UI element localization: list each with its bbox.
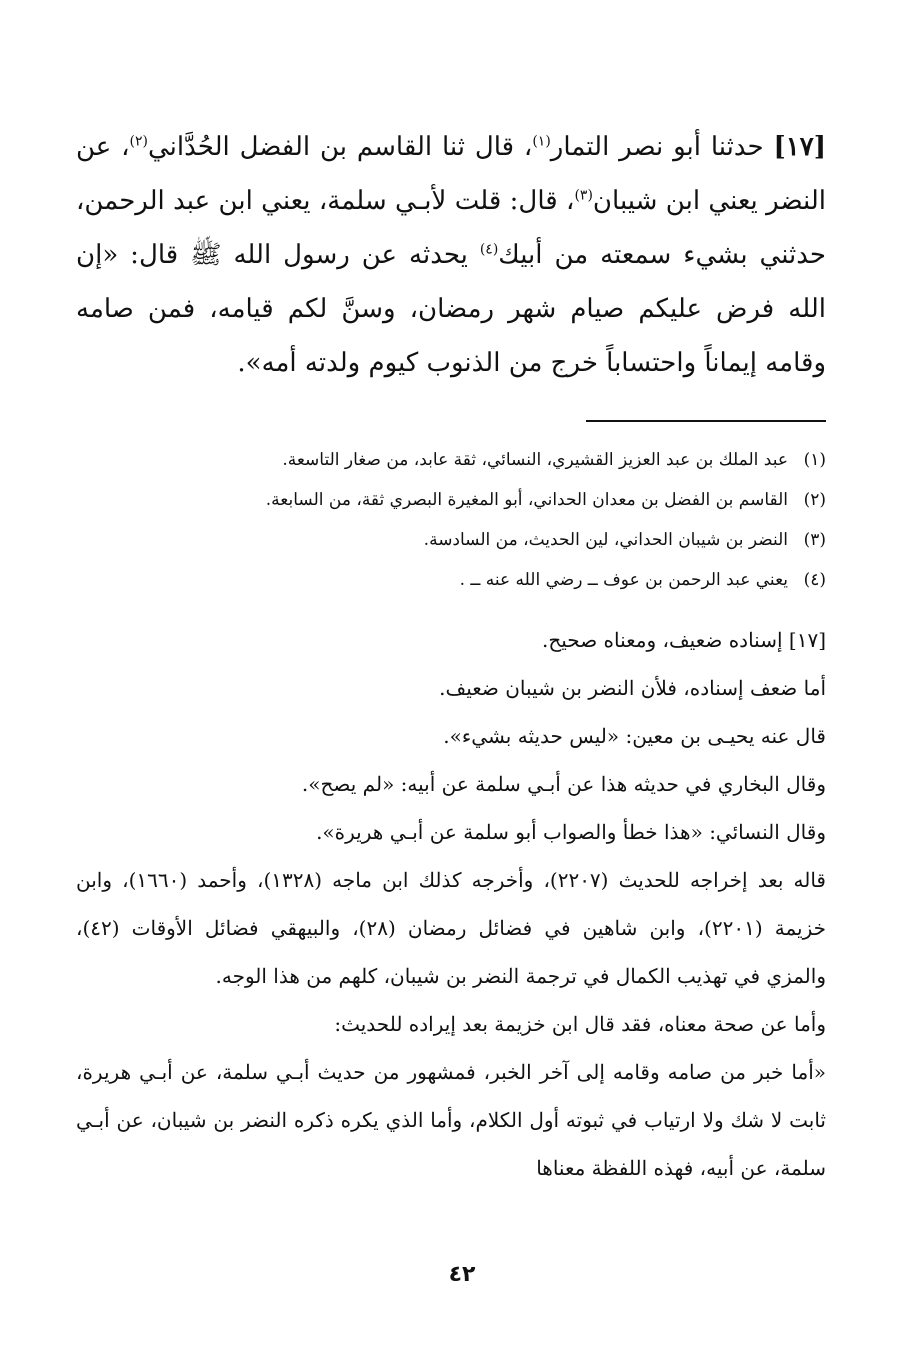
hadith-paragraph xyxy=(76,120,826,390)
commentary-line: وقال النسائي: «هذا خطأ والصواب أبو سلمة عن أبـي هريرة». xyxy=(316,820,826,844)
footnote-item xyxy=(76,440,826,480)
commentary-heading: [١٧] إسناده ضعيف، ومعناه صحيح. xyxy=(541,628,826,652)
footnote-number: (٤) xyxy=(803,570,826,590)
footnote-item xyxy=(76,560,826,600)
page-number: ٤٢ xyxy=(448,1262,476,1287)
commentary-quote: «أما خبر من صامه وقامه إلى آخر الخبر، فمشهور من حديث أبـي سلمة، عن أبـي هريرة، ثابت لا شك ولا ارتياب في ثبوته أول الكلام، وأما الذي يكره ذكره النضر بن شيبان، عن أبـي سلمة، عن أبيه، فهذه اللفظة معناها xyxy=(76,1060,826,1180)
footnote-ref-1[interactable]: (١) xyxy=(532,133,551,150)
hadith-text-5: يحدثه عن رسول الله ﷺ قال: «إن الله فرض عليكم صيام شهر رمضان، وسنَّ لكم قيامه، فمن صامه وقامه إيماناً واحتساباً خرج من الذنوب كيوم ولدته أمه». xyxy=(76,240,826,378)
footnote-text: عبد الملك بن عبد العزيز القشيري، النسائي، ثقة عابد، من صغار التاسعة. xyxy=(282,450,788,470)
hadith-text-4: ، قال: قلت لأبـي سلمة، يعني ابن عبد الرحمن، حدثني بشيء سمعته من أبيك xyxy=(76,186,826,270)
footnote-text: النضر بن شيبان الحداني، لين الحديث، من السادسة. xyxy=(423,530,788,550)
commentary-line: وقال البخاري في حديثه هذا عن أبـي سلمة عن أبيه: «لم يصح». xyxy=(301,772,826,796)
commentary-section xyxy=(76,616,826,1192)
hadith-text-1: حدثنا أبو نصر التمار xyxy=(550,132,764,162)
hadith-number: [١٧] xyxy=(773,132,827,162)
footnote-item xyxy=(76,480,826,520)
footnote-text: يعني عبد الرحمن بن عوف ــ رضي الله عنه ــ . xyxy=(459,570,788,590)
footnotes-list xyxy=(76,440,826,600)
page-body xyxy=(76,120,826,1192)
footnote-text: القاسم بن الفضل بن معدان الحداني، أبو المغيرة البصري ثقة، من السابعة. xyxy=(265,490,788,510)
footnote-ref-3[interactable]: (٣) xyxy=(574,187,593,204)
commentary-line: وأما عن صحة معناه، فقد قال ابن خزيمة بعد إيراده للحديث: xyxy=(334,1012,826,1036)
footnote-item xyxy=(76,520,826,560)
commentary-line: أما ضعف إسناده، فلأن النضر بن شيبان ضعيف. xyxy=(439,676,826,700)
commentary-paragraph: قاله بعد إخراجه للحديث (٢٢٠٧)، وأخرجه كذلك ابن ماجه (١٣٢٨)، وأحمد (١٦٦٠)، وابن خزيمة (٢٢٠١)، وابن شاهين في فضائل رمضان (٢٨)، والبيهقي فضائل الأوقات (٤٢)، والمزي في تهذيب الكمال في ترجمة النضر بن شيبان، كلهم من هذا الوجه. xyxy=(76,868,826,988)
footnote-ref-4[interactable]: (٤) xyxy=(479,241,499,258)
footnote-ref-2[interactable]: (٢) xyxy=(129,133,149,150)
hadith-text-3: ، عن النضر يعني ابن شيبان xyxy=(76,132,826,216)
footnote-divider xyxy=(586,420,826,422)
footnote-number: (٢) xyxy=(803,490,826,510)
commentary-line: قال عنه يحيـى بن معين: «ليس حديثه بشيء». xyxy=(443,724,826,748)
footnote-number: (١) xyxy=(803,450,826,470)
hadith-text-2: ، قال ثنا القاسم بن الفضل الحُدَّاني xyxy=(148,132,533,162)
footnote-number: (٣) xyxy=(803,530,826,550)
